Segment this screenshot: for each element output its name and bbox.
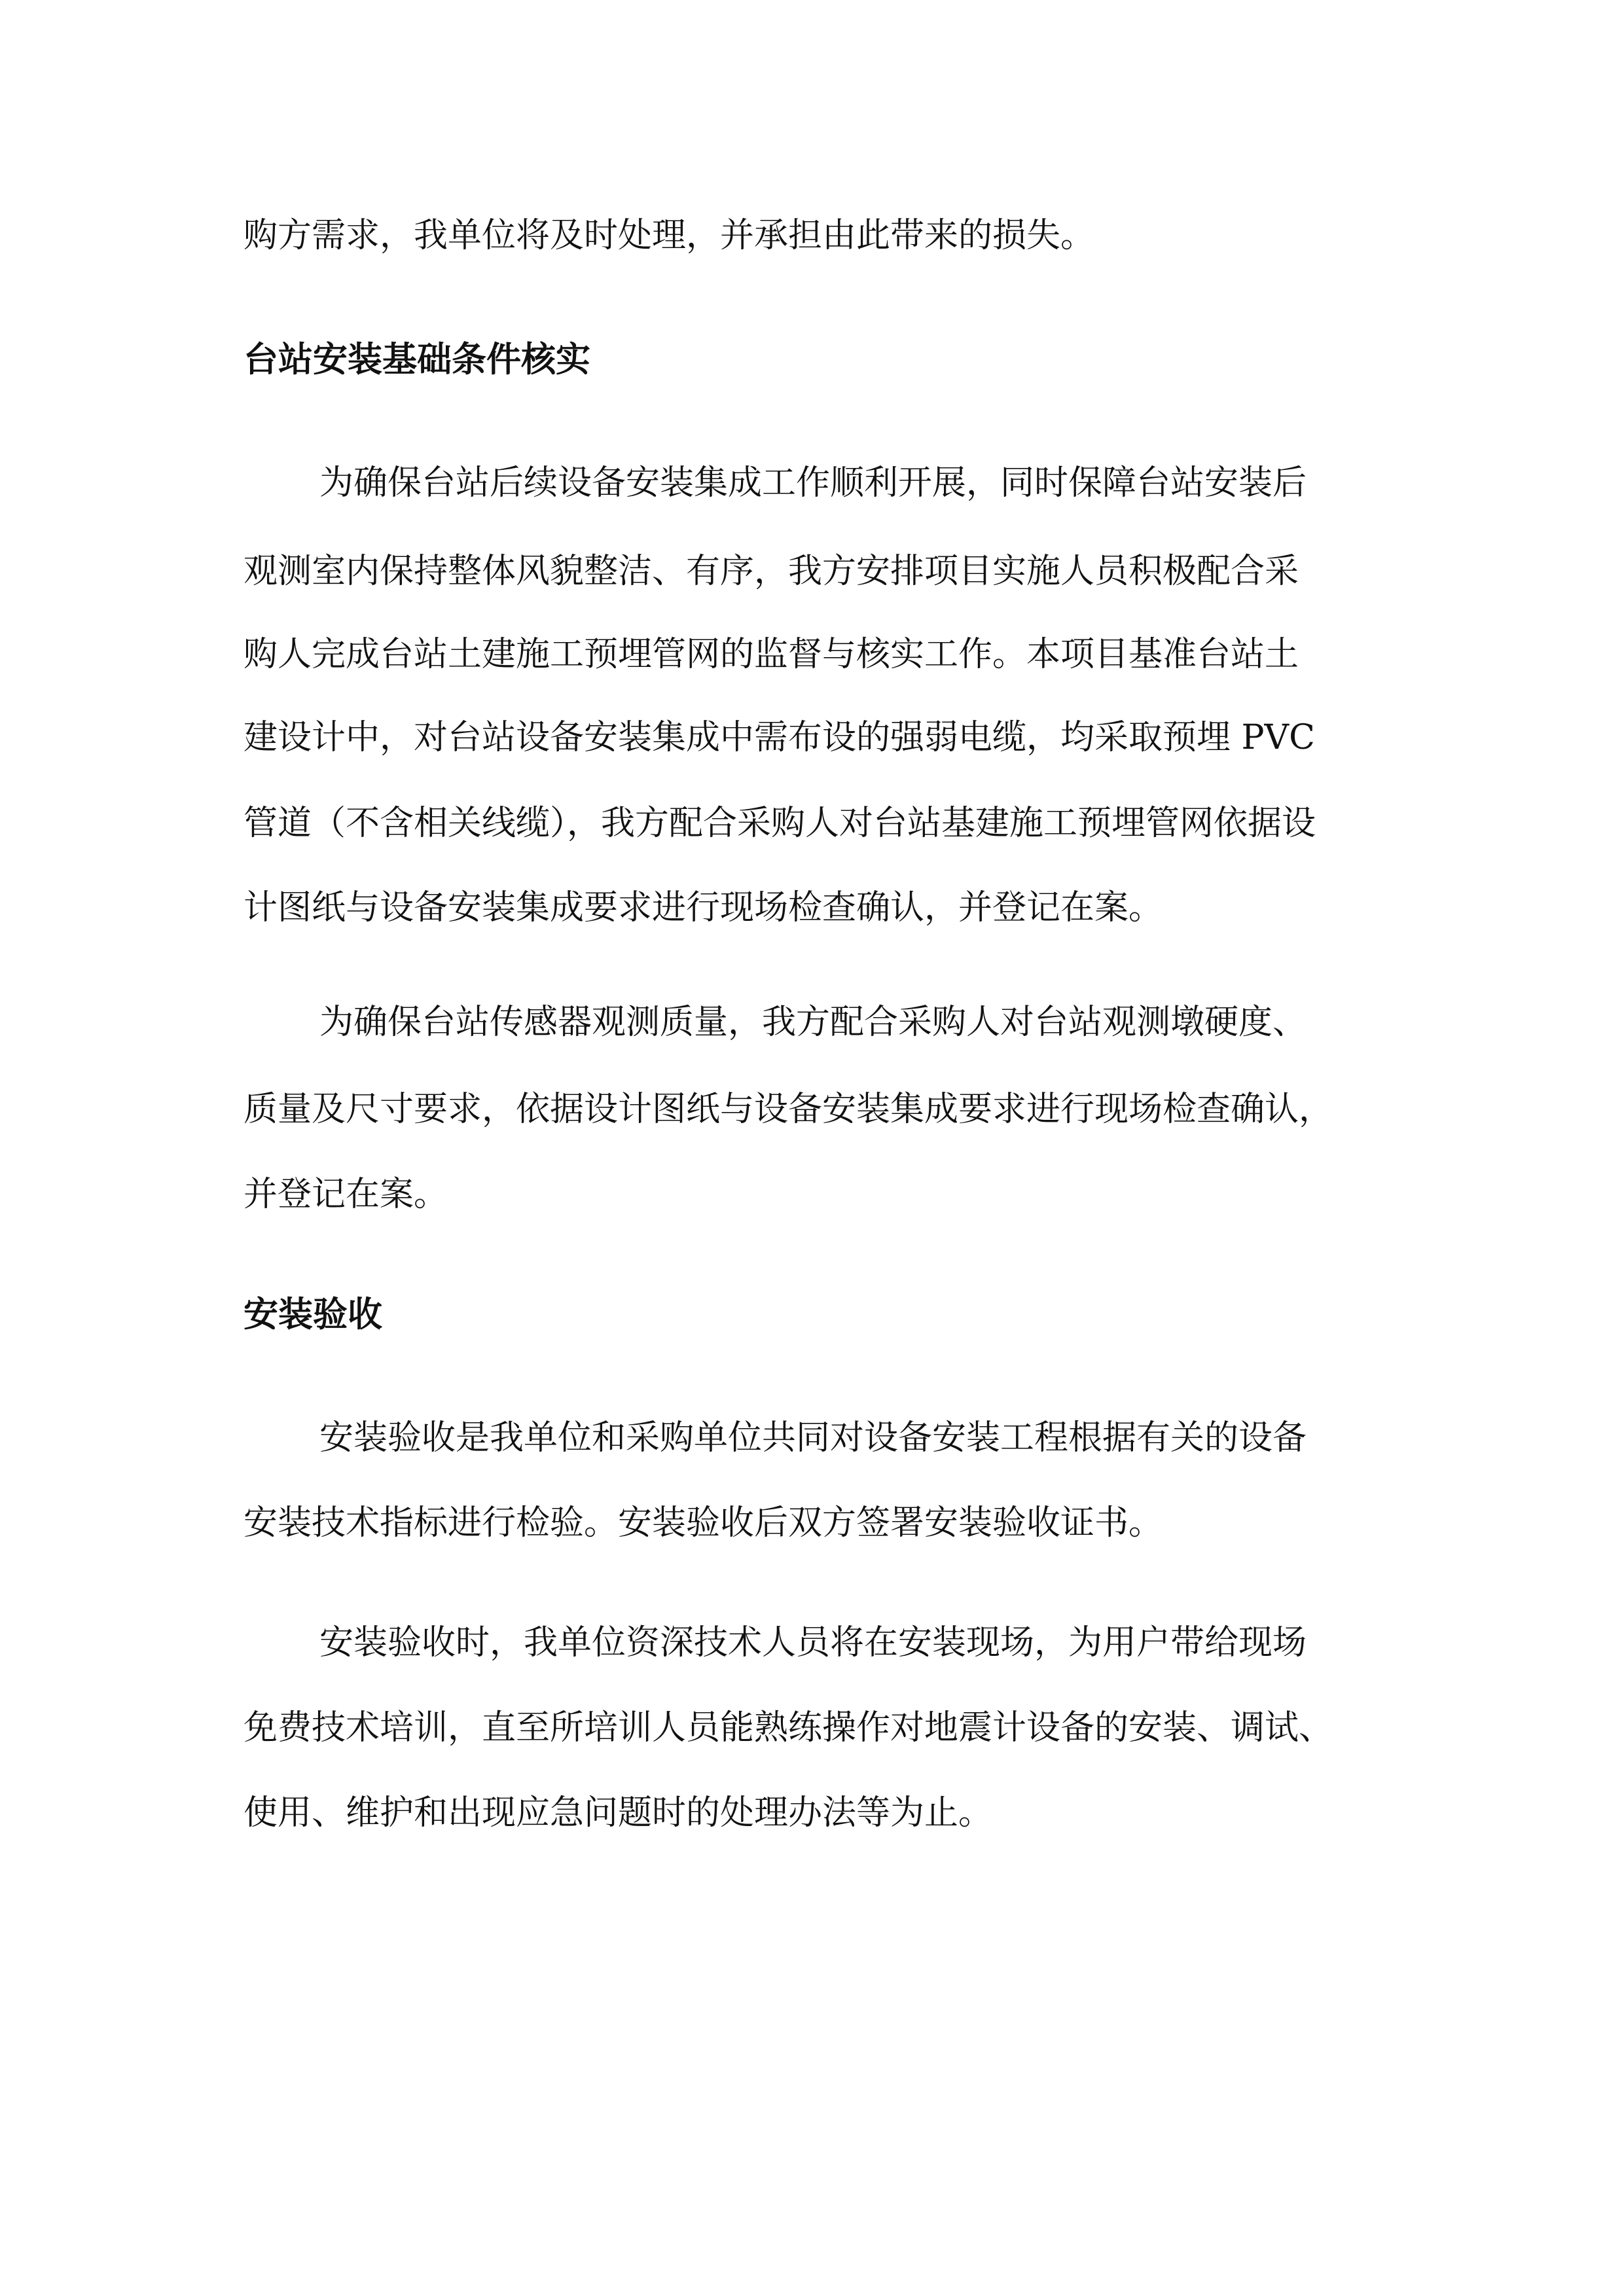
paragraph-line: 购人完成台站土建施工预埋管网的监督与核实工作。本项目基准台站土 bbox=[244, 635, 1299, 674]
paragraph-line: 并登记在案。 bbox=[244, 1175, 448, 1214]
paragraph-line: 计图纸与设备安装集成要求进行现场检查确认，并登记在案。 bbox=[244, 888, 1163, 927]
paragraph-line: 建设计中，对台站设备安装集成中需布设的强弱电缆，均采取预埋 PVC bbox=[244, 718, 1315, 757]
paragraph-line: 免费技术培训，直至所培训人员能熟练操作对地震计设备的安装、调试、 bbox=[244, 1708, 1333, 1748]
paragraph-line: 为确保台站传感器观测质量，我方配合采购人对台站观测墩硬度、 bbox=[319, 1003, 1307, 1042]
paragraph-line: 使用、维护和出现应急问题时的处理办法等为止。 bbox=[244, 1793, 993, 1833]
paragraph-line: 管道（不含相关线缆），我方配合采购人对台站基建施工预埋管网依据设 bbox=[244, 804, 1316, 843]
section-heading-installation-acceptance: 安装验收 bbox=[244, 1295, 382, 1335]
paragraph-line: 观测室内保持整体风貌整洁、有序，我方安排项目实施人员积极配合采 bbox=[244, 552, 1299, 591]
paragraph-line: 安装验收时，我单位资深技术人员将在安装现场，为用户带给现场 bbox=[319, 1623, 1307, 1662]
paragraph-line: 为确保台站后续设备安装集成工作顺利开展，同时保障台站安装后 bbox=[319, 463, 1307, 503]
paragraph-line: 安装验收是我单位和采购单位共同对设备安装工程根据有关的设备 bbox=[319, 1418, 1307, 1458]
continuation-text: 购方需求，我单位将及时处理，并承担由此带来的损失。 bbox=[244, 216, 1095, 255]
section-heading-station-foundation: 台站安装基础条件核实 bbox=[244, 340, 590, 380]
paragraph-line: 安装技术指标进行检验。安装验收后双方签署安装验收证书。 bbox=[244, 1503, 1163, 1543]
paragraph-line: 质量及尺寸要求，依据设计图纸与设备安装集成要求进行现场检查确认， bbox=[244, 1090, 1333, 1129]
